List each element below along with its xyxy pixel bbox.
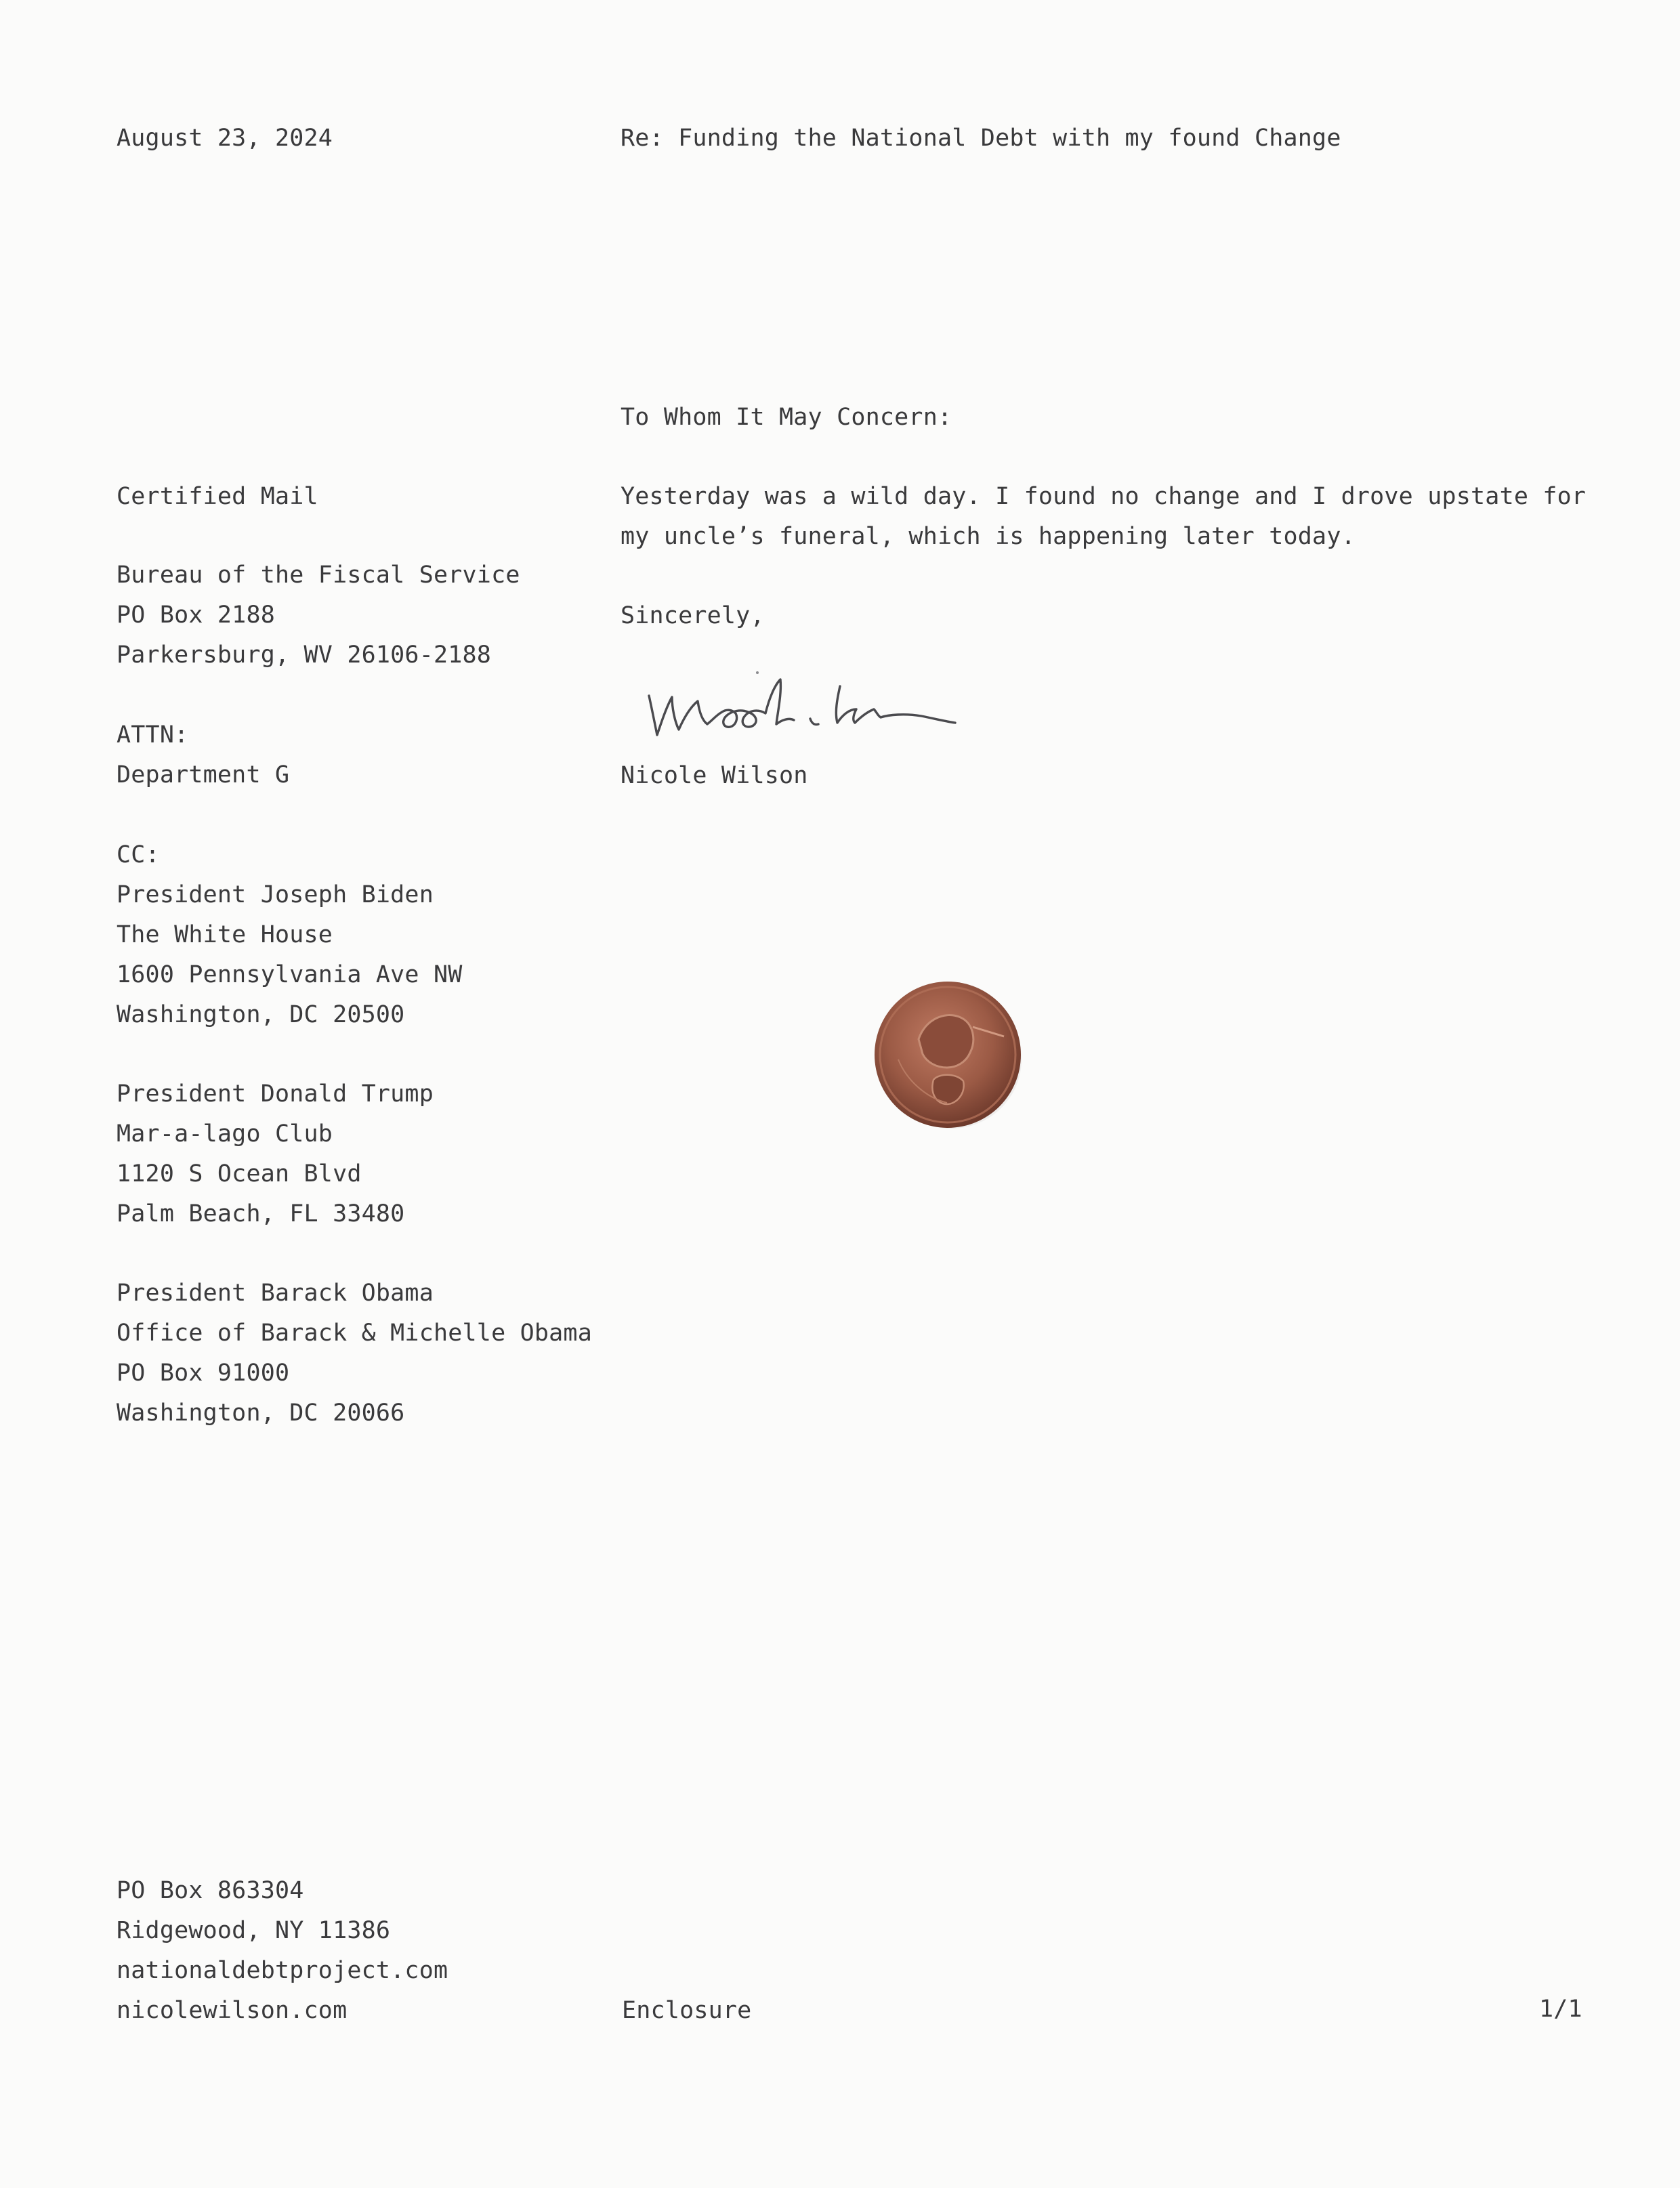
body-line: Yesterday was a wild day. I found no change and I drove upstate for	[621, 483, 1587, 510]
sender-address	[117, 1871, 448, 2031]
cc-line: Palm Beach, FL 33480	[117, 1200, 405, 1227]
cc-line: The White House	[117, 921, 333, 948]
cc-entry-trump	[117, 1074, 434, 1234]
body-line: my uncle’s funeral, which is happening later today.	[621, 523, 1356, 550]
attention-block	[117, 715, 289, 795]
page-number: 1/1	[1539, 1996, 1582, 2023]
sender-address-line: Ridgewood, NY 11386	[117, 1917, 391, 1944]
cc-line: 1120 S Ocean Blvd	[117, 1160, 362, 1187]
sender-website-link[interactable]: nationaldebtproject.com	[117, 1957, 448, 1984]
sender-website-link[interactable]: nicolewilson.com	[117, 1997, 348, 2024]
letter-date: August 23, 2024	[117, 125, 333, 152]
recipient-address	[117, 555, 520, 675]
cc-label: CC:	[117, 841, 160, 868]
cc-block	[117, 835, 463, 1035]
cc-line: Mar-a-lago Club	[117, 1120, 333, 1148]
sender-address-line: PO Box 863304	[117, 1877, 304, 1904]
sender-name: Nicole Wilson	[621, 762, 808, 789]
penny-coin-icon	[871, 978, 1024, 1131]
cc-line: PO Box 91000	[117, 1360, 290, 1387]
closing: Sincerely,	[621, 602, 765, 629]
signature-image	[637, 667, 989, 749]
recipient-line: Bureau of the Fiscal Service	[117, 562, 520, 589]
recipient-line: Parkersburg, WV 26106-2188	[117, 641, 492, 669]
delivery-method: Certified Mail	[117, 483, 318, 510]
salutation: To Whom It May Concern:	[621, 404, 952, 431]
attention-value: Department G	[117, 761, 290, 788]
cc-line: Office of Barack & Michelle Obama	[117, 1320, 592, 1347]
cc-line: President Joseph Biden	[117, 881, 434, 908]
attention-label: ATTN:	[117, 721, 189, 749]
enclosure-label: Enclosure	[622, 1997, 752, 2024]
cc-entry-obama	[117, 1274, 592, 1433]
cc-line: Washington, DC 20500	[117, 1001, 405, 1028]
letter-subject: Re: Funding the National Debt with my found Change	[621, 125, 1341, 152]
cc-line: 1600 Pennsylvania Ave NW	[117, 961, 463, 988]
cc-line: Washington, DC 20066	[117, 1400, 405, 1427]
cc-line: President Barack Obama	[117, 1280, 434, 1307]
cc-line: President Donald Trump	[117, 1080, 434, 1108]
letter-body	[621, 477, 1586, 557]
recipient-line: PO Box 2188	[117, 602, 275, 629]
